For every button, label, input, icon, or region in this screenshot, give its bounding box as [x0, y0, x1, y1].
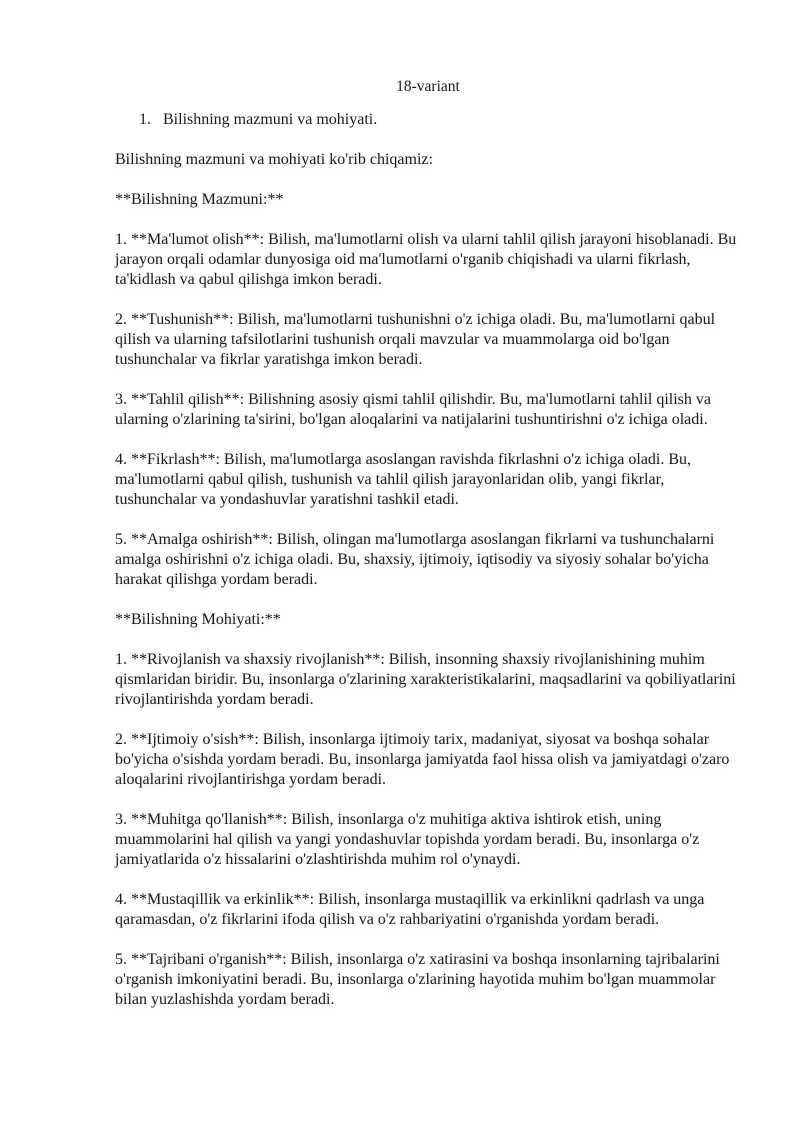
- document-body: [115, 150, 740, 1030]
- variant-title: 18-variant: [396, 78, 460, 95]
- mohiyati-item-4: 4. **Mustaqillik va erkinlik**: Bilish, insonlarga mustaqillik va erkinlikni qadrlash va unga qaramasdan, o'z fikrlarini ifoda qilish va o'z rahbariyatini o'rganishda yordam beradi.: [115, 891, 705, 928]
- mohiyati-item-3: 3. **Muhitga qo'llanish**: Bilish, insonlarga o'z muhitiga aktiva ishtirok etish, uning muammolarini hal qilish va yangi yondashuvlar topishda yordam beradi. Bu, insonlarga o'z jamiyatlarida o'z hissalarini o'zlashtirishda muhim rol o'ynaydi.: [115, 811, 700, 868]
- mazmuni-item-1: 1. **Ma'lumot olish**: Bilish, ma'lumotlarni olish va ularni tahlil qilish jarayoni hisoblanadi. Bu jarayon orqali odamlar dunyosiga oid ma'lumotlarni o'rganib chiqishadi va ularni fikrlash, ta'kidlash va qabul qilishga imkon beradi.: [115, 231, 737, 288]
- mazmuni-item-2: 2. **Tushunish**: Bilish, ma'lumotlarni tushunishni o'z ichiga oladi. Bu, ma'lumotlarni qabul qilish va ularning tafsilotlarini tushunish orqali mavzular va muammolarga oid bo'lgan tushunchalar va fikrlar yaratishga imkon beradi.: [115, 311, 716, 368]
- mazmuni-item-3: 3. **Tahlil qilish**: Bilishning asosiy qismi tahlil qilishdir. Bu, ma'lumotlarni tahlil qilish va ularning o'zlarining ta'sirini, bo'lgan aloqalarini va natijalarini tushuntirishni o'z ichiga oladi.: [115, 391, 711, 428]
- question-text: Bilishning mazmuni va mohiyati.: [163, 111, 378, 128]
- intro-paragraph: Bilishning mazmuni va mohiyati ko'rib chiqamiz:: [115, 151, 433, 168]
- mazmuni-item-4: 4. **Fikrlash**: Bilish, ma'lumotlarga asoslangan ravishda fikrlashni o'z ichiga oladi. Bu, ma'lumotlarni qabul qilish, tushunish va tahlil qilish jarayonlaridan olib, yangi fikrlar, tushunchalar va yondashuvlar yaratishni tashkil etadi.: [115, 451, 692, 508]
- mohiyati-heading: **Bilishning Mohiyati:**: [115, 611, 281, 628]
- mazmuni-heading: **Bilishning Mazmuni:**: [115, 191, 284, 208]
- mohiyati-item-5: 5. **Tajribani o'rganish**: Bilish, insonlarga o'z xatirasini va boshqa insonlarning tajribalarini o'rganish imkoniyatini beradi. Bu, insonlarga o'zlarining hayotida muhim bo'lgan muammolar bilan yuzlashishda yordam beradi.: [115, 951, 720, 1008]
- question-number: 1.: [139, 111, 151, 128]
- mohiyati-item-1: 1. **Rivojlanish va shaxsiy rivojlanish**: Bilish, insonning shaxsiy rivojlanishining muhim qismlaridan biridir. Bu, insonlarga o'zlarining xarakteristikalarini, maqsadlarini va qobiliyatlarini rivojlantirishda yordam beradi.: [115, 651, 736, 708]
- mohiyati-item-2: 2. **Ijtimoiy o'sish**: Bilish, insonlarga ijtimoiy tarix, madaniyat, siyosat va boshqa sohalar bo'yicha o'sishda yordam beradi. Bu, insonlarga jamiyatda faol hissa olish va jamiyatdagi o'zaro aloqalarini rivojlantirishga yordam beradi.: [115, 731, 730, 788]
- question-item: [139, 110, 377, 130]
- mazmuni-item-5: 5. **Amalga oshirish**: Bilish, olingan ma'lumotlarga asoslangan fikrlarni va tushunchalarni amalga oshirishni o'z ichiga oladi. Bu, shaxsiy, ijtimoiy, iqtisodiy va siyosiy sohalar bo'yicha harakat qilishga yordam beradi.: [115, 531, 715, 588]
